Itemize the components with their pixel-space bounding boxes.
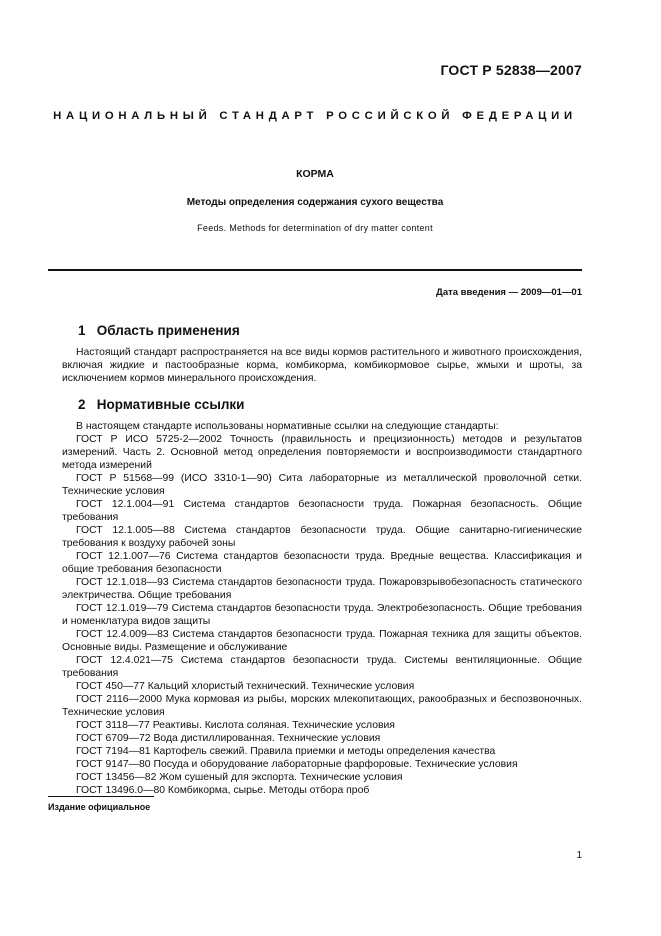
reference-title: Реактивы. Кислота соляная. Технические условия bbox=[152, 720, 395, 731]
reference-code: ГОСТ 9147—80 bbox=[76, 759, 151, 770]
document-title: КОРМА bbox=[296, 168, 334, 180]
reference-title: Жом сушеный для экспорта. Технические условия bbox=[159, 772, 403, 783]
footer-divider bbox=[48, 796, 154, 797]
document-title-english: Feeds. Methods for determination of dry matter content bbox=[197, 223, 433, 233]
reference-item bbox=[62, 433, 582, 472]
section-title: Область применения bbox=[96, 323, 240, 338]
document-code: ГОСТ Р 52838—2007 bbox=[440, 62, 582, 78]
section-number: 1 bbox=[78, 323, 86, 338]
reference-title: (ИСО 3310-1—90) Сита лабораторные из металлической проволочной сетки. Технические условия bbox=[62, 473, 582, 497]
reference-code: ГОСТ 12.1.018—93 bbox=[76, 577, 169, 588]
reference-item bbox=[62, 771, 582, 784]
standard-banner: НАЦИОНАЛЬНЫЙ СТАНДАРТ РОССИЙСКОЙ ФЕДЕРАЦИИ bbox=[53, 110, 577, 122]
header-divider bbox=[48, 269, 582, 271]
reference-item bbox=[62, 628, 582, 654]
reference-code: ГОСТ Р ИСО 5725-2—2002 bbox=[76, 434, 222, 445]
reference-code: ГОСТ 2116—2000 bbox=[76, 694, 163, 705]
reference-code: ГОСТ 13456—82 bbox=[76, 772, 157, 783]
reference-item bbox=[62, 758, 582, 771]
reference-title: Вода дистиллированная. Технические условия bbox=[153, 733, 381, 744]
reference-title: Система стандартов безопасности труда. Пожаровзрывобезопасность статического электричества. Общие требования bbox=[62, 577, 582, 601]
reference-title: Система стандартов безопасности труда. Пожарная техника для защиты объектов. Основные виды. Размещение и обслуживание bbox=[62, 629, 582, 653]
reference-code: ГОСТ 6709—72 bbox=[76, 733, 151, 744]
reference-title: Точность (правильность и прецизионность) методов и результатов измерений. Часть 2. Основной метод определения повторяемости и воспроизводимости стандартного метода измерений bbox=[62, 434, 582, 471]
reference-code: ГОСТ 13496.0—80 bbox=[76, 785, 166, 796]
reference-title: Комбикорма, сырье. Методы отбора проб bbox=[167, 785, 370, 796]
reference-title: Кальций хлористый технический. Технические условия bbox=[147, 681, 415, 692]
reference-item bbox=[62, 550, 582, 576]
reference-item bbox=[62, 732, 582, 745]
document-body bbox=[62, 323, 582, 797]
reference-title: Мука кормовая из рыбы, морских млекопитающих, ракообразных и беспозвоночных. Технические условия bbox=[62, 694, 583, 718]
reference-code: ГОСТ 12.1.004—91 bbox=[76, 499, 175, 510]
reference-item bbox=[62, 654, 582, 680]
references-intro: В настоящем стандарте использованы нормативные ссылки на следующие стандарты: bbox=[76, 421, 499, 432]
reference-code: ГОСТ 3118—77 bbox=[76, 720, 150, 731]
reference-code: ГОСТ 12.1.007—76 bbox=[76, 551, 171, 562]
reference-code: ГОСТ Р 51568—99 bbox=[76, 473, 175, 484]
scope-paragraph: Настоящий стандарт распространяется на все виды кормов растительного и животного происхождения, включая жидкие и пастообразные корма, комбикорма, комбикормовое сырье, жмыхи и шроты, за исключением кормов минерального происхождения. bbox=[62, 347, 582, 384]
reference-title: Посуда и оборудование лабораторные фарфоровые. Технические условия bbox=[153, 759, 518, 770]
section-number: 2 bbox=[78, 397, 86, 412]
introduction-date: Дата введения — 2009—01—01 bbox=[436, 287, 582, 298]
reference-code: ГОСТ 12.4.021—75 bbox=[76, 655, 173, 666]
reference-code: ГОСТ 7194—81 bbox=[76, 746, 151, 757]
section-heading-references bbox=[62, 397, 582, 413]
section-heading-scope bbox=[62, 323, 582, 339]
reference-title: Система стандартов безопасности труда. Системы вентиляционные. Общие требования bbox=[62, 655, 582, 679]
section-title: Нормативные ссылки bbox=[96, 397, 245, 412]
edition-note: Издание официальное bbox=[48, 802, 151, 812]
reference-title: Система стандартов безопасности труда. Пожарная безопасность. Общие требования bbox=[62, 499, 582, 523]
reference-code: ГОСТ 12.4.009—83 bbox=[76, 629, 169, 640]
reference-item bbox=[62, 680, 582, 693]
reference-item bbox=[62, 498, 582, 524]
reference-code: ГОСТ 12.1.005—88 bbox=[76, 525, 175, 536]
reference-title: Система стандартов безопасности труда. Общие санитарно-гигиенические требования к воздуху рабочей зоны bbox=[62, 525, 582, 549]
reference-item bbox=[62, 524, 582, 550]
document-subtitle: Методы определения содержания сухого вещества bbox=[186, 197, 444, 208]
page-number: 1 bbox=[576, 850, 582, 861]
reference-list bbox=[62, 433, 582, 797]
reference-item bbox=[62, 576, 582, 602]
reference-title: Система стандартов безопасности труда. Вредные вещества. Классификация и общие требования безопасности bbox=[62, 551, 582, 575]
reference-item bbox=[62, 602, 582, 628]
reference-title: Картофель свежий. Правила приемки и методы определения качества bbox=[153, 746, 496, 757]
reference-item bbox=[62, 719, 582, 732]
reference-item bbox=[62, 745, 582, 758]
reference-code: ГОСТ 12.1.019—79 bbox=[76, 603, 169, 614]
reference-code: ГОСТ 450—77 bbox=[76, 681, 145, 692]
reference-title: Система стандартов безопасности труда. Электробезопасность. Общие требования и номенклатура видов защиты bbox=[62, 603, 582, 627]
reference-item bbox=[62, 472, 582, 498]
reference-item bbox=[62, 693, 582, 719]
